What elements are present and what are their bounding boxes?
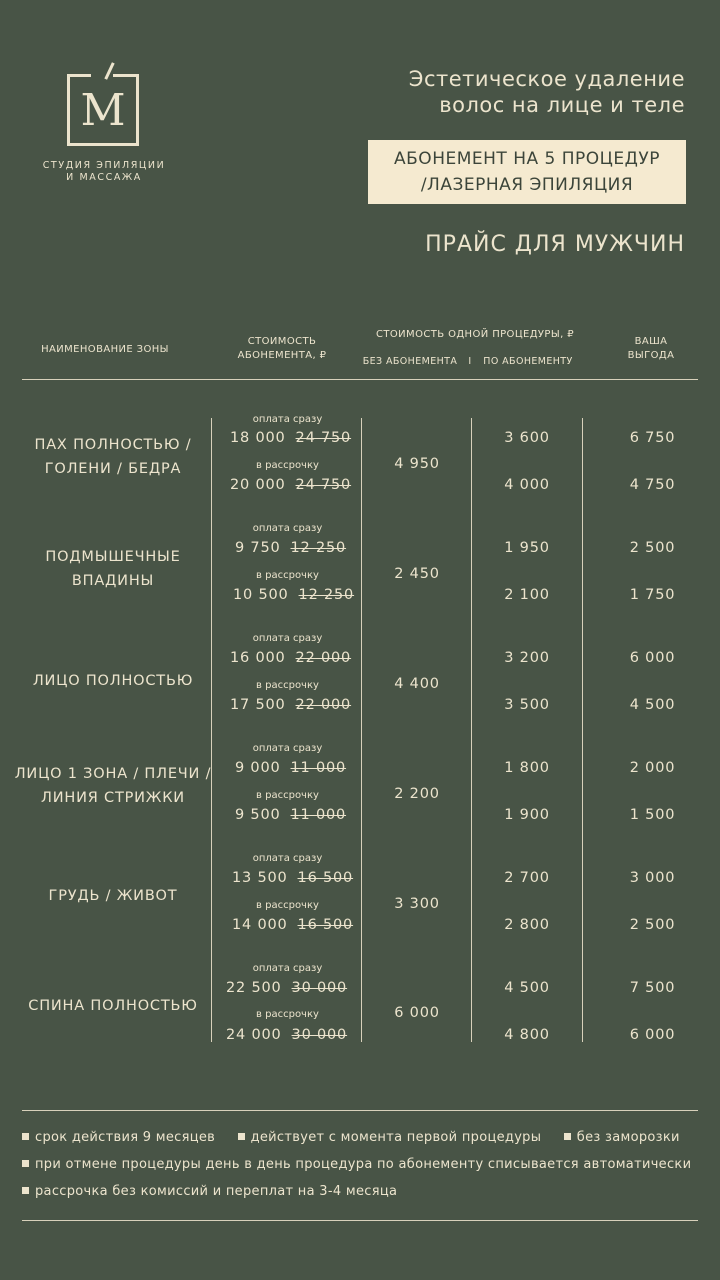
- benefit-installment: 1 500: [629, 807, 676, 823]
- pay-now-label: оплата сразу: [252, 853, 323, 864]
- price-installment: [233, 587, 354, 603]
- price-old: 30 000: [291, 980, 348, 996]
- pay-now-label: оплата сразу: [252, 523, 323, 534]
- zone-name: [15, 884, 211, 908]
- bullet-icon: [22, 1187, 29, 1194]
- pay-now-label: оплата сразу: [252, 743, 323, 754]
- notes-line3: [22, 1184, 397, 1199]
- header-subscription-line2: АБОНЕМЕНТА, ₽: [237, 350, 327, 361]
- price-new: 13 500: [232, 870, 288, 886]
- bullet-icon: [238, 1133, 245, 1140]
- zone-line2: ГОЛЕНИ / БЕДРА: [44, 461, 182, 477]
- price-pay-now: [226, 980, 347, 996]
- zone-line1: ПОДМЫШЕЧНЫЕ: [45, 549, 181, 565]
- header-zone: НАИМЕНОВАНИЕ ЗОНЫ: [41, 344, 169, 355]
- benefit-installment: 4 500: [629, 697, 676, 713]
- price-old: 30 000: [291, 1027, 348, 1043]
- pay-now-label: оплата сразу: [252, 633, 323, 644]
- note-text: срок действия 9 месяцев: [35, 1130, 216, 1145]
- sub-price-now: 1 950: [504, 540, 550, 556]
- header-separator: I: [468, 356, 472, 367]
- single-price: 2 450: [394, 566, 440, 582]
- header-subscription-line1: СТОИМОСТЬ: [247, 336, 317, 347]
- price-new: 10 500: [233, 587, 289, 603]
- zone-name: [15, 545, 211, 593]
- price-pay-now: [235, 540, 346, 556]
- price-new: 22 500: [226, 980, 282, 996]
- price-old: 16 500: [297, 870, 354, 886]
- sub-price-installment: 1 900: [504, 807, 550, 823]
- zone-line1: ПАХ ПОЛНОСТЬЮ /: [34, 437, 192, 453]
- notes-line2: [22, 1157, 691, 1172]
- header-benefit-line1: ВАША: [634, 336, 668, 347]
- single-price: 3 300: [394, 896, 440, 912]
- sub-price-now: 3 600: [504, 430, 550, 446]
- installment-label: в рассрочку: [256, 790, 319, 801]
- price-old: 24 750: [295, 430, 352, 446]
- note-text: при отмене процедуры день в день процедура по абонементу списывается автоматически: [35, 1157, 692, 1172]
- single-price: 2 200: [394, 786, 440, 802]
- column-divider: [361, 418, 362, 1042]
- note-text: действует с момента первой процедуры: [250, 1130, 542, 1145]
- price-old: 16 500: [297, 917, 354, 933]
- price-new: 17 500: [230, 697, 286, 713]
- price-pay-now: [235, 760, 346, 776]
- price-new: 18 000: [230, 430, 286, 446]
- price-pay-now: [230, 650, 351, 666]
- zone-line1: ЛИЦО ПОЛНОСТЬЮ: [32, 673, 194, 689]
- price-old: 12 250: [298, 587, 355, 603]
- note-text: без заморозки: [576, 1130, 680, 1145]
- sub-price-now: 3 200: [504, 650, 550, 666]
- benefit-now: 6 750: [629, 430, 676, 446]
- benefit-now: 2 500: [629, 540, 676, 556]
- price-new: 16 000: [230, 650, 286, 666]
- header-single: СТОИМОСТЬ ОДНОЙ ПРОЦЕДУРЫ, ₽: [376, 329, 574, 340]
- benefit-now: 6 000: [629, 650, 676, 666]
- price-installment: [235, 807, 346, 823]
- single-price: 6 000: [394, 1005, 440, 1021]
- badge-line2: /ЛАЗЕРНАЯ ЭПИЛЯЦИЯ: [420, 175, 634, 195]
- bullet-icon: [22, 1160, 29, 1167]
- header-divider: [22, 379, 698, 380]
- installment-label: в рассрочку: [256, 570, 319, 581]
- single-price: 4 400: [394, 676, 440, 692]
- header-with-sub: ПО АБОНЕМЕНТУ: [483, 356, 573, 367]
- price-new: 9 750: [235, 540, 281, 556]
- price-pay-now: [232, 870, 353, 886]
- notes-top-divider: [22, 1110, 698, 1111]
- sub-price-installment: 2 800: [504, 917, 550, 933]
- zone-name: [15, 433, 211, 481]
- price-old: 11 000: [290, 760, 347, 776]
- sub-price-now: 4 500: [504, 980, 550, 996]
- benefit-installment: 1 750: [629, 587, 676, 603]
- benefit-installment: 2 500: [629, 917, 676, 933]
- zone-line1: СПИНА ПОЛНОСТЬЮ: [28, 998, 198, 1014]
- benefit-now: 7 500: [629, 980, 676, 996]
- zone-line2: ВПАДИНЫ: [71, 573, 155, 589]
- sub-price-installment: 3 500: [504, 697, 550, 713]
- notes-line1: [22, 1130, 680, 1145]
- benefit-installment: 6 000: [629, 1027, 676, 1043]
- price-new: 20 000: [230, 477, 286, 493]
- sub-price-installment: 4 000: [504, 477, 550, 493]
- price-old: 22 000: [295, 650, 352, 666]
- zone-name: [12, 762, 214, 810]
- price-installment: [230, 477, 351, 493]
- bullet-icon: [22, 1133, 29, 1140]
- headline-line1: Эстетическое удаление: [408, 67, 685, 91]
- headline-line2: волос на лице и теле: [439, 93, 685, 117]
- sub-price-now: 2 700: [504, 870, 550, 886]
- installment-label: в рассрочку: [256, 460, 319, 471]
- logo-letter: M: [80, 85, 126, 136]
- column-divider: [582, 418, 583, 1042]
- logo-mark: [67, 74, 139, 146]
- price-title: ПРАЙС ДЛЯ МУЖЧИН: [425, 232, 685, 257]
- headline: [409, 66, 685, 118]
- header-no-sub: БЕЗ АБОНЕМЕНТА: [362, 356, 458, 367]
- notes-bottom-divider: [22, 1220, 698, 1221]
- header-benefit-line2: ВЫГОДА: [627, 350, 675, 361]
- price-installment: [226, 1027, 347, 1043]
- header-subscription: [212, 335, 352, 363]
- price-old: 11 000: [290, 807, 347, 823]
- logo-text: СТУДИЯ ЭПИЛЯЦИИ И МАССАЖА: [42, 160, 166, 183]
- header-benefit: [612, 335, 690, 363]
- price-old: 12 250: [290, 540, 347, 556]
- zone-line1: ЛИЦО 1 ЗОНА / ПЛЕЧИ /: [14, 766, 212, 782]
- pay-now-label: оплата сразу: [252, 963, 323, 974]
- installment-label: в рассрочку: [256, 1009, 319, 1020]
- benefit-installment: 4 750: [629, 477, 676, 493]
- price-new: 14 000: [232, 917, 288, 933]
- bullet-icon: [564, 1133, 571, 1140]
- sub-price-installment: 4 800: [504, 1027, 550, 1043]
- sub-price-now: 1 800: [504, 760, 550, 776]
- price-installment: [232, 917, 353, 933]
- price-old: 24 750: [295, 477, 352, 493]
- installment-label: в рассрочку: [256, 900, 319, 911]
- note-text: рассрочка без комиссий и переплат на 3-4 месяца: [35, 1184, 398, 1199]
- pay-now-label: оплата сразу: [252, 414, 323, 425]
- sub-price-installment: 2 100: [504, 587, 550, 603]
- zone-name: [15, 669, 211, 693]
- price-new: 9 000: [235, 760, 281, 776]
- price-pay-now: [230, 430, 351, 446]
- benefit-now: 2 000: [629, 760, 676, 776]
- column-divider: [471, 418, 472, 1042]
- price-new: 9 500: [235, 807, 281, 823]
- price-old: 22 000: [295, 697, 352, 713]
- installment-label: в рассрочку: [256, 680, 319, 691]
- zone-name: [15, 994, 211, 1018]
- zone-line2: ЛИНИЯ СТРИЖКИ: [41, 790, 185, 806]
- benefit-now: 3 000: [629, 870, 676, 886]
- single-price: 4 950: [394, 456, 440, 472]
- price-new: 24 000: [226, 1027, 282, 1043]
- zone-line1: ГРУДЬ / ЖИВОТ: [48, 888, 178, 904]
- price-installment: [230, 697, 351, 713]
- badge-line1: АБОНЕМЕНТ НА 5 ПРОЦЕДУР: [394, 149, 660, 169]
- subscription-badge: [368, 140, 686, 204]
- column-divider: [211, 418, 212, 1042]
